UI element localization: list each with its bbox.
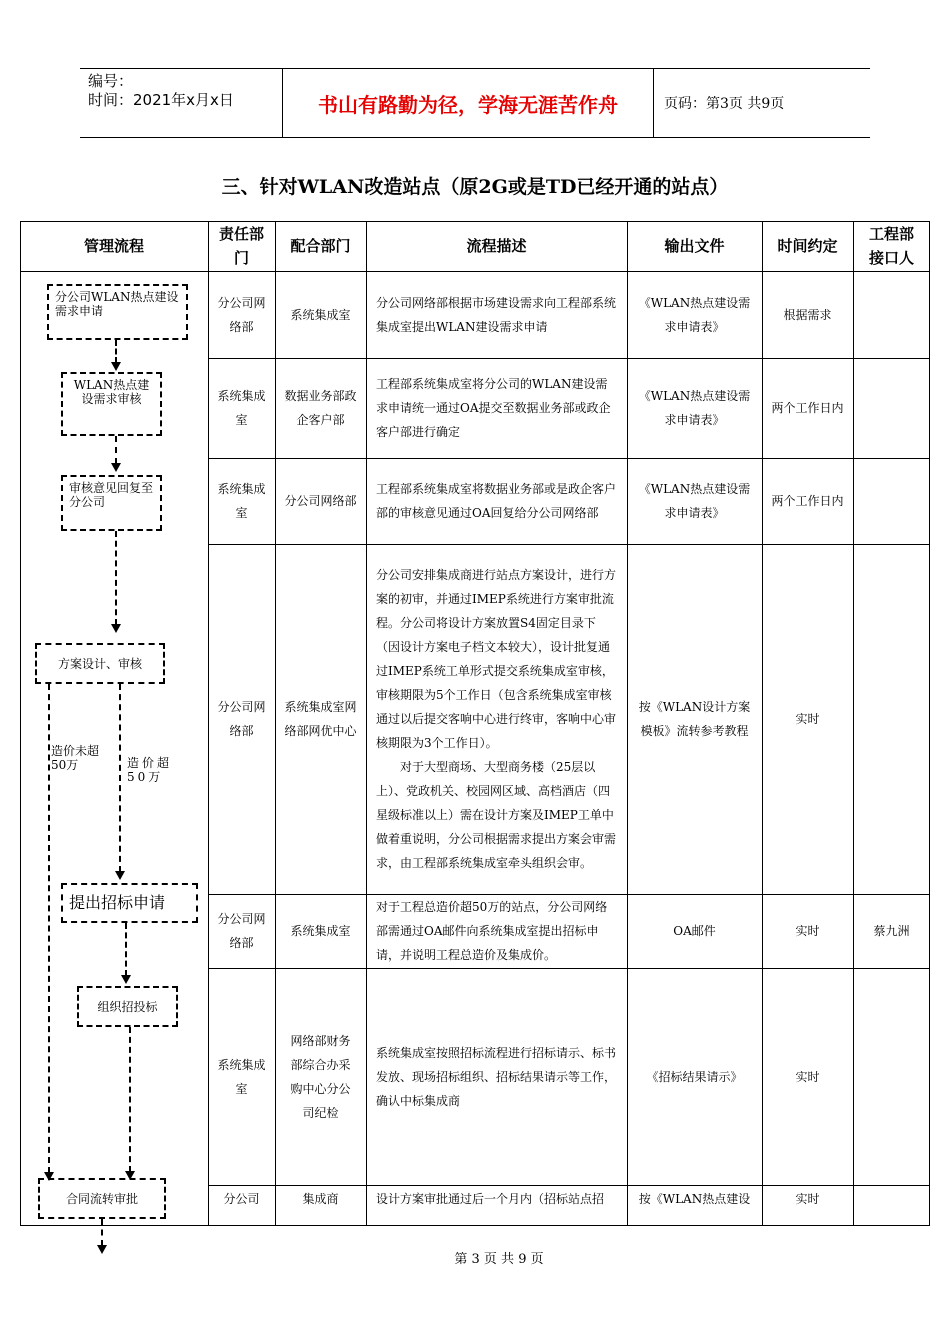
flow-connector <box>101 1219 103 1246</box>
table-cell-resp: 分公司网络部 <box>217 295 266 334</box>
table-cell-resp: 系统集成室 <box>217 482 266 520</box>
table-cell-resp: 分公司 <box>223 1192 260 1206</box>
flow-connector <box>125 923 127 976</box>
header-page-info: 页码：第3页 共9页 <box>664 96 785 112</box>
flow-step-tender-request: 提出招标申请 <box>61 883 198 923</box>
flow-step-request: 分公司WLAN热点建设需求申请 <box>47 284 188 340</box>
table-cell-output: 按《WLAN热点建设 <box>638 1192 751 1206</box>
table-cell-desc: 系统集成室按照招标流程进行招标请示、标书发放、现场招标组织、招标结果请示等工作，确认中标集成商 <box>376 1045 617 1108</box>
table-cell-desc <box>366 544 627 894</box>
arrow-down-icon <box>121 975 131 984</box>
table-cell-coop: 系统集成室 <box>290 307 351 322</box>
table-cell-desc: 对于工程总造价超50万的站点，分公司网络部需通过OA邮件向系统集成室提出招标申请，并说明工程总造价及集成价。 <box>376 900 608 962</box>
table-cell-output: 《招标结果请示》 <box>646 1069 743 1084</box>
flow-step-review: WLAN热点建设需求审核 <box>61 372 162 436</box>
col-header-desc: 流程描述 <box>466 237 527 255</box>
arrow-down-icon <box>111 624 121 633</box>
table-cell-desc: 工程部系统集成室将数据业务部或是政企客户部的审核意见通过OA回复给分公司网络部 <box>376 482 617 520</box>
time-label: 时间：2021年x月x日 <box>88 91 234 109</box>
table-cell-contact <box>853 544 930 894</box>
table-cell-time: 实时 <box>795 1069 820 1084</box>
table-cell-output: 《WLAN热点建设需求申请表》 <box>638 482 751 520</box>
table-cell-time: 实时 <box>795 1192 820 1206</box>
table-cell-time: 两个工作日内 <box>771 401 844 415</box>
table-cell-coop: 集成商 <box>302 1192 339 1206</box>
arrow-down-icon <box>115 871 125 880</box>
flow-connector <box>129 1027 131 1172</box>
flow-connector <box>115 531 117 625</box>
col-header-contact: 工程部接口人 <box>868 225 914 267</box>
header-meta <box>80 69 282 137</box>
table-cell-contact <box>853 458 930 544</box>
page-footer: 第 3 页 共 9 页 <box>454 1252 544 1267</box>
flow-step-design: 方案设计、审核 <box>35 643 165 684</box>
table-cell-desc: 设计方案审批通过后一个月内（招标站点招 <box>376 1192 605 1206</box>
table-cell-time: 实时 <box>795 924 820 938</box>
col-header-time: 时间约定 <box>777 237 838 255</box>
arrow-down-icon <box>111 463 121 472</box>
desc-paragraph: 分公司安排集成商进行站点方案设计，进行方案的初审，并通过IMEP系统进行方案审批流程。分公司将设计方案放置S4固定目录下（因设计方案电子档文本较大），设计批复通过IMEP系统工单形式提交系统集成室审核，审核期限为5个工作日（包含系统集成室审核通过以后提交客响中心进行终审，客响中心审核期限为3个工作日）。 <box>376 568 617 750</box>
table-cell-contact <box>853 271 930 358</box>
arrow-down-icon <box>111 362 121 371</box>
table-cell-coop: 系统集成室网络部网优中心 <box>284 700 357 738</box>
page-header <box>80 68 870 138</box>
flow-step-reply: 审核意见回复至分公司 <box>61 475 162 531</box>
flow-label-over-50: 造价超50万 <box>127 756 173 784</box>
table-cell-resp: 系统集成室 <box>217 1057 266 1096</box>
number-label: 编号： <box>88 72 134 90</box>
flow-connector <box>115 340 117 363</box>
table-cell-resp: 分公司网络部 <box>217 912 266 950</box>
table-cell-coop: 分公司网络部 <box>284 494 357 508</box>
table-cell-desc: 分公司网络部根据市场建设需求向工程部系统集成室提出WLAN建设需求申请 <box>376 295 617 334</box>
flow-label-under-50: 造价未超50万 <box>51 744 100 772</box>
table-cell-coop: 数据业务部政企客户部 <box>284 389 357 427</box>
header-motto: 书山有路勤为径，学海无涯苦作舟 <box>282 69 654 137</box>
col-header-flow: 管理流程 <box>83 237 144 255</box>
flow-step-contract: 合同流转审批 <box>38 1178 166 1219</box>
table-cell-coop: 系统集成室 <box>290 924 351 938</box>
section-title: 三、针对WLAN改造站点（原2G或是TD已经开通的站点） <box>221 176 729 198</box>
table-cell-output: 《WLAN热点建设需求申请表》 <box>638 389 751 427</box>
table-cell-output: 《WLAN热点建设需求申请表》 <box>638 295 751 334</box>
flow-step-tender: 组织招投标 <box>77 986 178 1027</box>
table-cell-contact: 蔡九洲 <box>873 924 910 938</box>
flow-connector <box>119 684 121 872</box>
table-cell-resp: 系统集成室 <box>217 389 266 427</box>
desc-paragraph: 对于大型商场、大型商务楼（25层以上）、党政机关、校园网区域、高档酒店（四星级标准以上）需在设计方案及IMEP工单中做着重说明，分公司根据需求提出方案会审需求，由工程部系统集成室牵头组织会审。 <box>376 760 617 870</box>
table-cell-coop: 网络部财务部综合办采购中心分公司纪检 <box>290 1033 351 1120</box>
table-cell-contact <box>853 968 930 1185</box>
table-cell-contact <box>853 358 930 458</box>
table-cell-resp: 分公司网络部 <box>217 700 266 738</box>
flow-connector <box>48 684 50 1173</box>
table-cell-output: OA邮件 <box>673 924 716 938</box>
table-cell-output: 按《WLAN设计方案模板》流转参考教程 <box>638 700 751 738</box>
table-cell-time: 两个工作日内 <box>771 494 844 508</box>
col-header-coop: 配合部门 <box>290 237 351 255</box>
table-cell-time: 实时 <box>795 712 820 726</box>
col-header-resp: 责任部门 <box>218 225 264 267</box>
table-cell-desc: 工程部系统集成室将分公司的WLAN建设需求申请统一通过OA提交至数据业务部或政企客户部进行确定 <box>376 377 611 439</box>
col-header-output: 输出文件 <box>664 237 725 255</box>
table-cell-time: 根据需求 <box>783 307 832 322</box>
flow-connector <box>115 436 117 464</box>
